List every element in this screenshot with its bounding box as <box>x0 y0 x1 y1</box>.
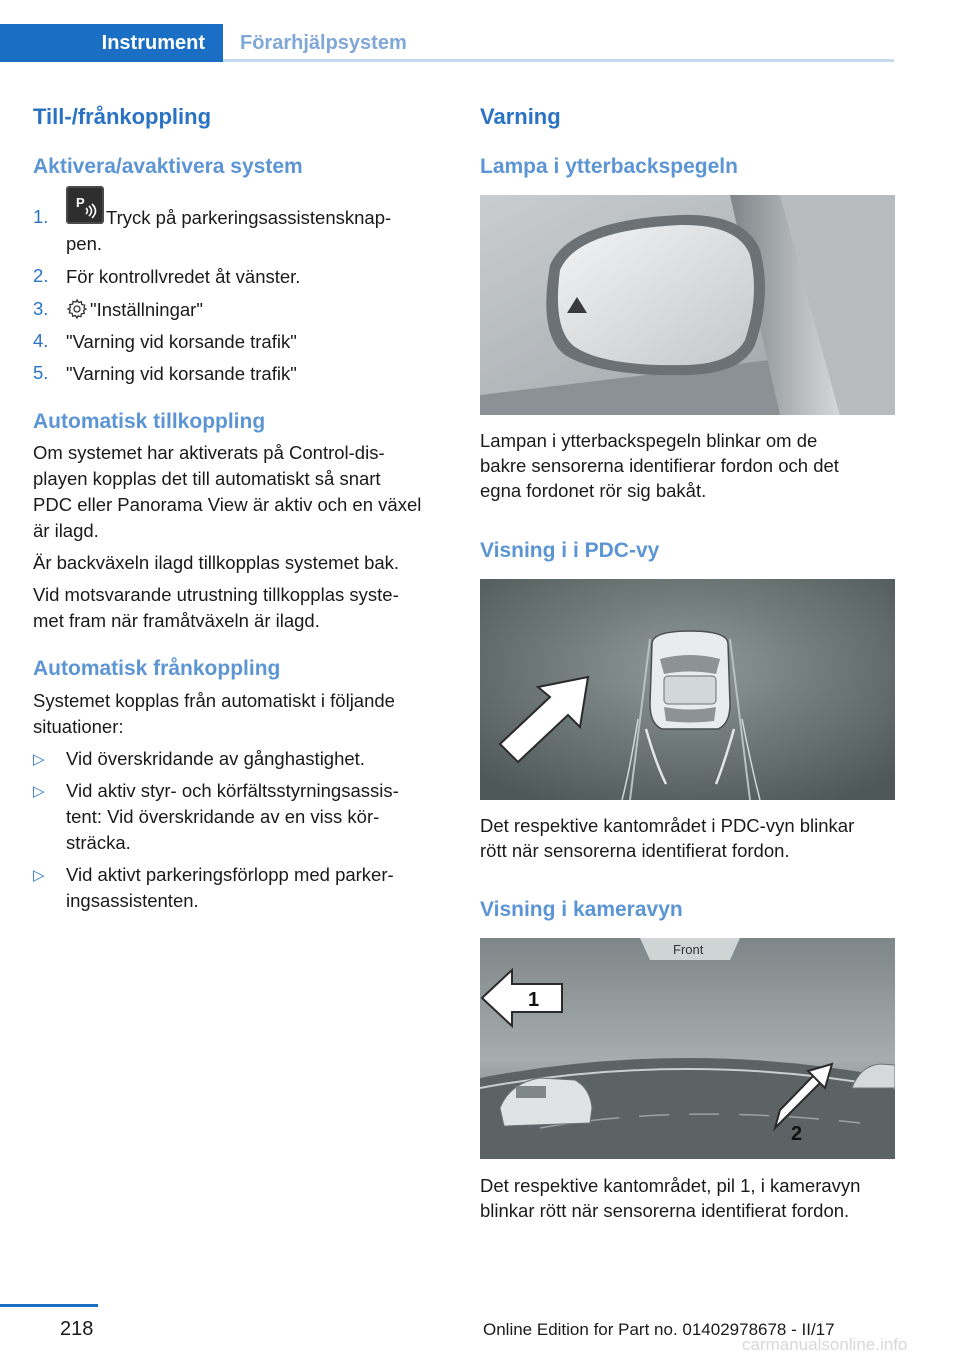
page-header <box>0 0 894 62</box>
pdc-view-illustration <box>480 579 895 800</box>
step-number: 4. <box>33 330 49 351</box>
tab-instrument-label: Instrument <box>101 32 205 54</box>
bullet-triangle-icon: ▷ <box>33 867 45 884</box>
paragraph-line: Om systemet har aktiverats på Control-dis‐ <box>33 442 385 463</box>
paragraph-line: Systemet kopplas från automatiskt i följande <box>33 690 395 711</box>
paragraph-line: situationer: <box>33 716 124 737</box>
svg-text:P: P <box>76 195 85 210</box>
paragraph-line: Är backväxeln ilagd tillkopplas systemet bak. <box>33 552 400 573</box>
bullet-text: Vid överskridande av gånghastighet. <box>66 748 365 769</box>
bullet-triangle-icon: ▷ <box>33 751 45 768</box>
paragraph-line: Lampan i ytterbackspegeln blinkar om de <box>480 430 818 451</box>
mirror-illustration <box>480 195 895 415</box>
tab-instrument[interactable] <box>0 24 223 62</box>
step-text: För kontrollvredet åt vänster. <box>66 266 301 287</box>
watermark: carmanualsonline.info <box>742 1335 908 1354</box>
paragraph-line: Det respektive kantområdet, pil 1, i kameravyn <box>480 1175 861 1196</box>
subheading-auto-on: Automatisk tillkoppling <box>33 410 266 433</box>
subheading-auto-off: Automatisk frånkoppling <box>33 657 281 680</box>
edition-note: Online Edition for Part no. 01402978678 - II/17 <box>483 1320 835 1339</box>
step-text: "Inställningar" <box>90 299 203 320</box>
step-number: 5. <box>33 362 49 383</box>
page-number: 218 <box>60 1318 94 1340</box>
paragraph-line: blinkar rött när sensorerna identifierat fordon. <box>480 1200 850 1221</box>
camera-front-label: Front <box>673 942 704 957</box>
paragraph-line: Det respektive kantområdet i PDC-vyn blinkar <box>480 815 855 836</box>
paragraph-line: Vid motsvarande utrustning tillkopplas syste‐ <box>33 584 399 605</box>
camera-arrow-2-label: 2 <box>791 1123 803 1145</box>
section-title-left: Till-/frånkoppling <box>33 104 212 129</box>
subheading-camera-view: Visning i kameravyn <box>480 898 683 921</box>
step-text: "Varning vid korsande trafik" <box>66 363 297 384</box>
paragraph-line: är ilagd. <box>33 520 99 541</box>
header-divider <box>223 59 894 62</box>
parking-assist-button-icon <box>66 186 104 224</box>
paragraph-line: PDC eller Panorama View är aktiv och en växel <box>33 494 422 515</box>
camera-arrow-1-label: 1 <box>528 989 540 1011</box>
step-number: 1. <box>33 206 49 227</box>
paragraph-line: playen kopplas det till automatiskt så snart <box>33 468 381 489</box>
footer-divider <box>0 1304 98 1307</box>
bullet-text: sträcka. <box>66 832 131 853</box>
paragraph-line: bakre sensorerna identifierar fordon och det <box>480 455 839 476</box>
bullet-text: tent: Vid överskridande av en viss kör‐ <box>66 806 380 827</box>
bullet-text: ingsassistenten. <box>66 890 199 911</box>
paragraph-line: egna fordonet rör sig bakåt. <box>480 480 707 501</box>
step-number: 3. <box>33 298 49 319</box>
paragraph-line: rött när sensorerna identifierat fordon. <box>480 840 790 861</box>
step-text-continued: pen. <box>66 233 103 254</box>
subheading-mirror-lamp: Lampa i ytterbackspegeln <box>480 155 738 178</box>
step-text: Tryck på parkeringsassistensknap‐ <box>106 207 392 228</box>
step-number: 2. <box>33 265 49 286</box>
section-title-right: Varning <box>480 104 561 129</box>
step-text: "Varning vid korsande trafik" <box>66 331 297 352</box>
subheading-pdc-view: Visning i i PDC-vy <box>480 539 660 562</box>
bullet-text: Vid aktiv styr- och körfältsstyrningsassis‐ <box>66 780 399 801</box>
bullet-triangle-icon: ▷ <box>33 783 45 800</box>
tab-forarhjalpsystem[interactable]: Förarhjälpsystem <box>240 32 407 54</box>
camera-view-illustration <box>480 938 895 1159</box>
subheading-activate: Aktivera/avaktivera system <box>33 155 303 178</box>
settings-gear-icon <box>66 298 88 320</box>
bullet-text: Vid aktivt parkeringsförlopp med parker‐ <box>66 864 394 885</box>
paragraph-line: met fram när framåtväxeln är ilagd. <box>33 610 320 631</box>
